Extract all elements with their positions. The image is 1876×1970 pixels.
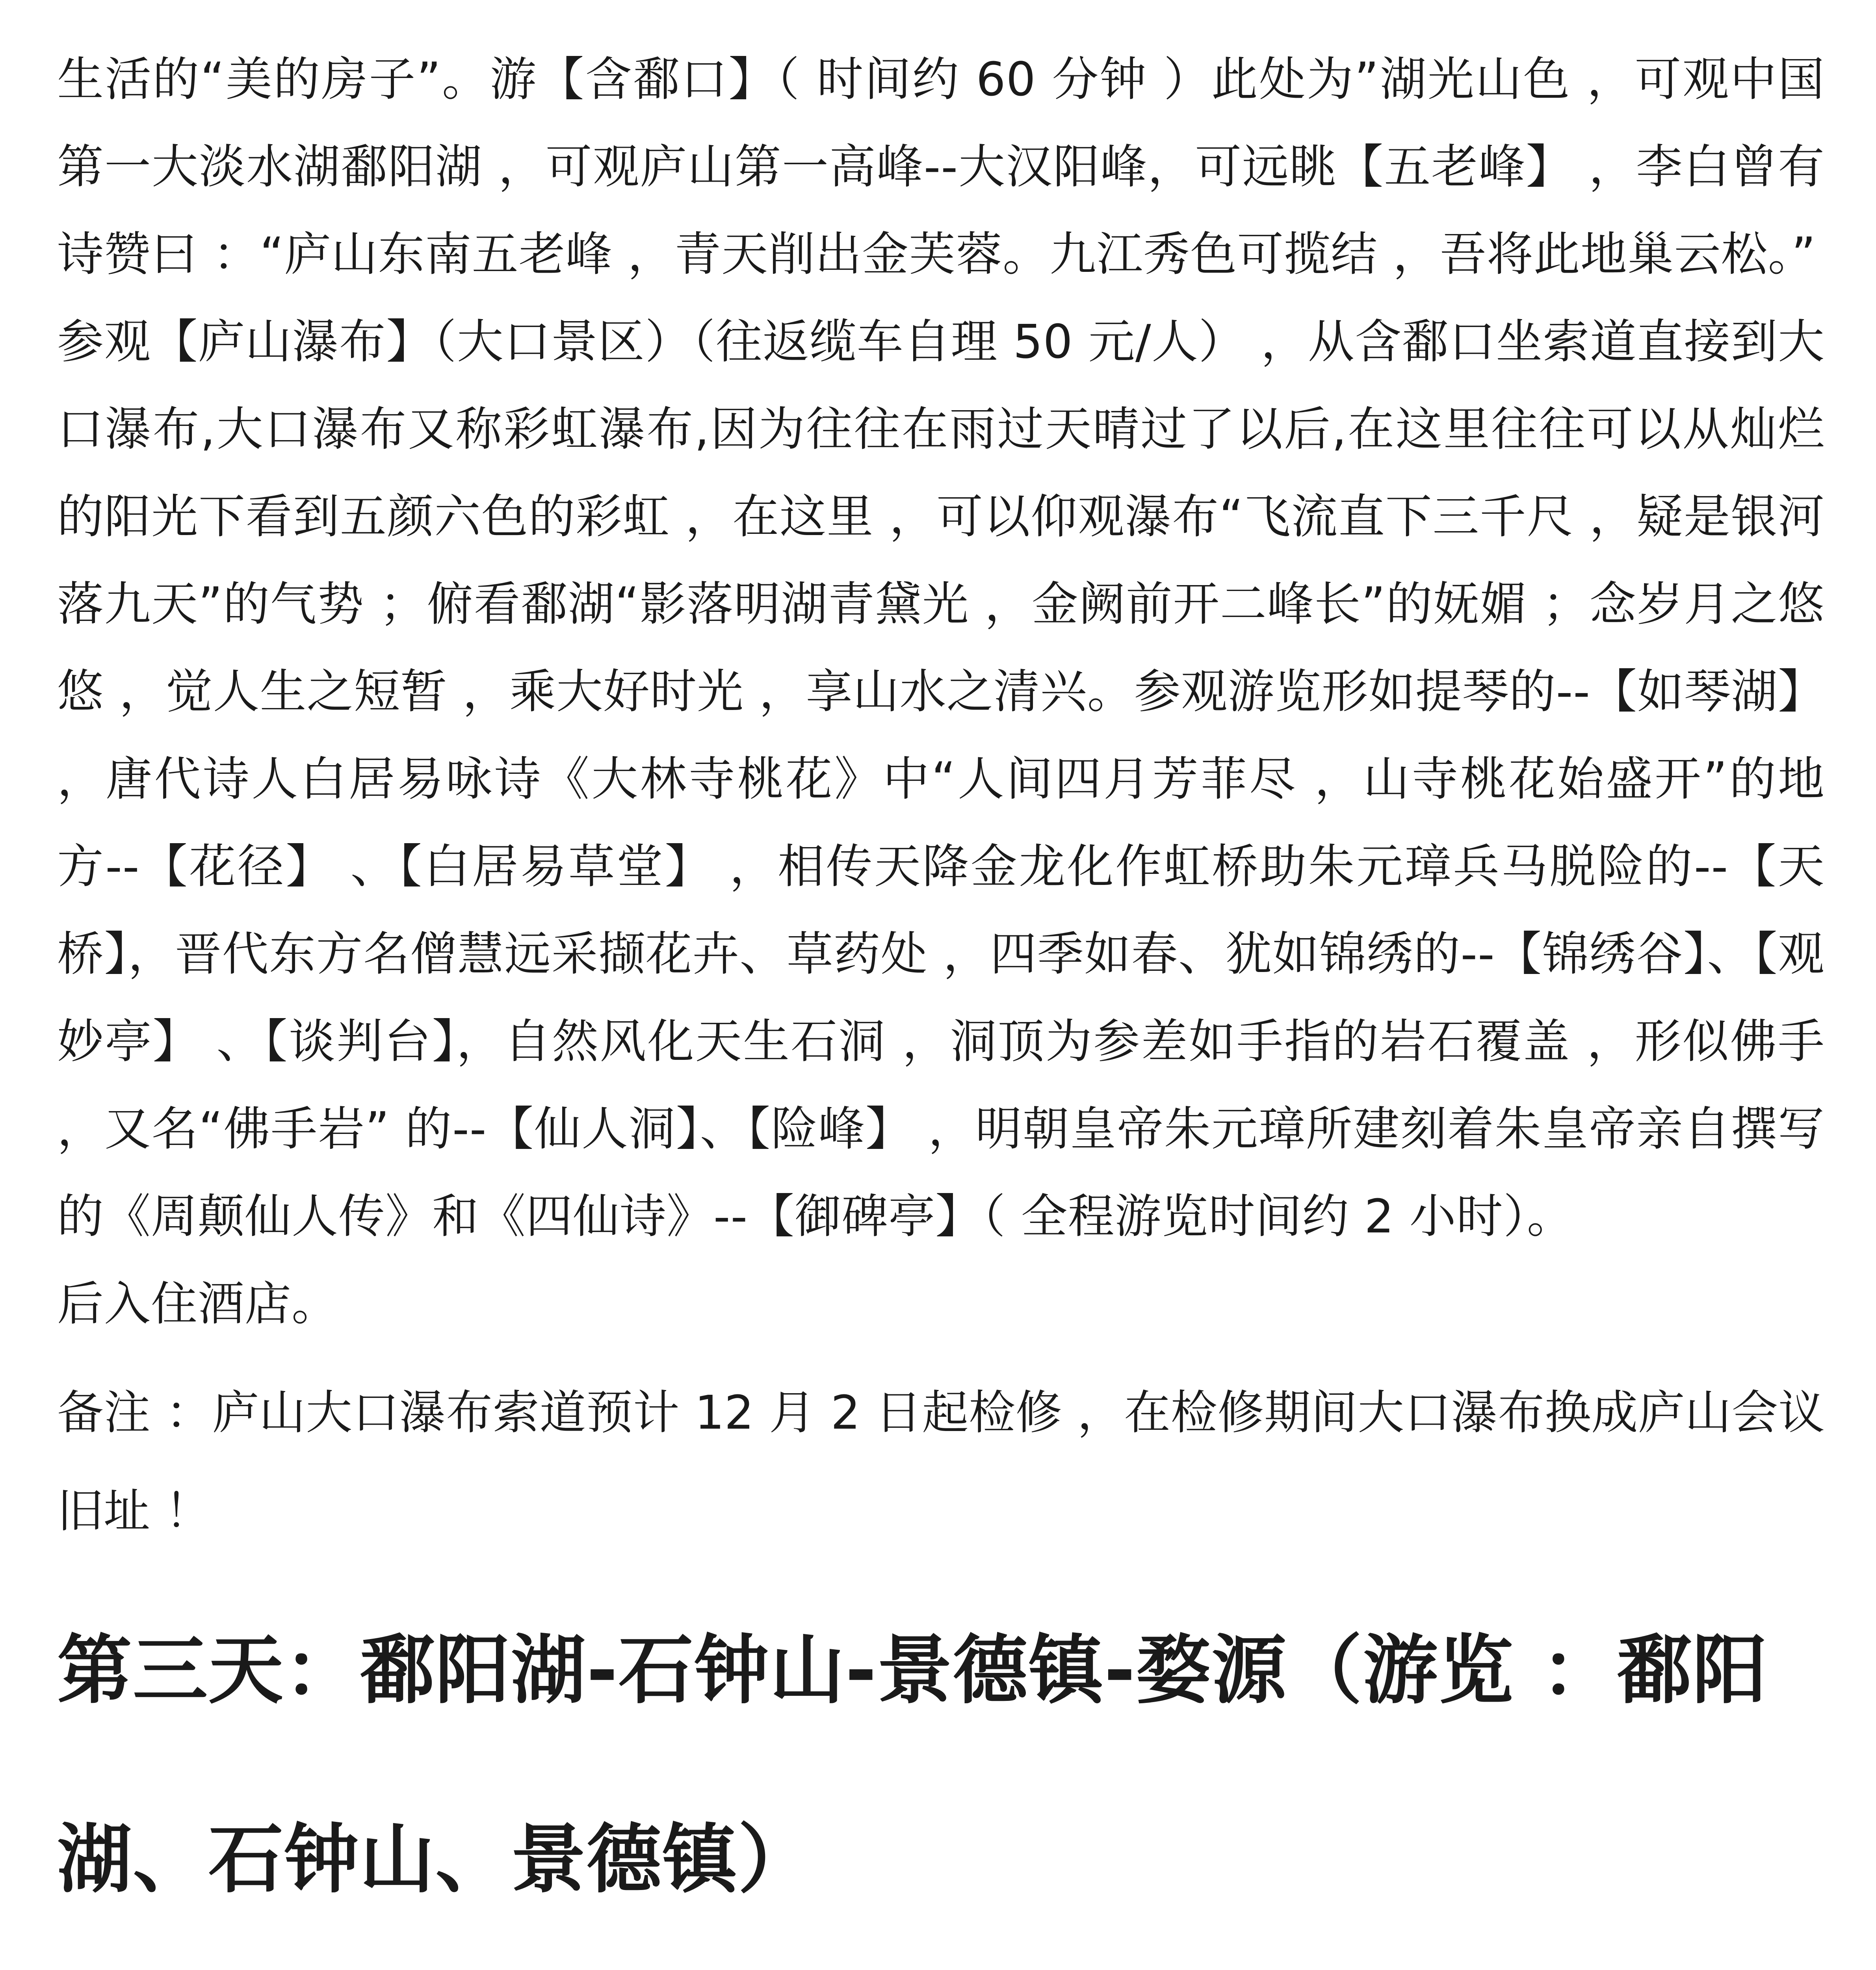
day3-heading: 第三天：鄱阳湖-石钟山-景德镇-婺源（游览 ：鄱阳湖、石钟山、景德镇）: [57, 1627, 1768, 1903]
paragraph-hotel: 后入住酒店。: [57, 1277, 339, 1331]
paragraph-hanpokou: 生活的“美的房子”。游【含鄱口】（ 时间约 60 分钟 ）此处为”湖光山色 ，可观中国第一大淡水湖鄱阳湖 ，可观庐山第一高峰--大汉阳峰，可远眺【五老峰】 ，李白曾有诗赞曰 ：“庐山东南五老峰 ，青天削出金芙蓉。九江秀色可揽结 ，吾将此地巢云松。”: [57, 52, 1825, 281]
paragraph-lushan-waterfall: 参观【庐山瀑布】（大口景区）（往返缆车自理 50 元/人） ，从含鄱口坐索道直接到大口瀑布,大口瀑布又称彩虹瀑布,因为往往在雨过天晴过了以后,在这里往往可以从灿烂的阳光下看到五颜六色的彩虹 ，在这里 ，可以仰观瀑布“飞流直下三千尺 ，疑是银河落九天”的气势 ；俯看鄱湖“影落明湖青黛光 ，金阙前开二峰长”的妩媚 ；念岁月之悠悠 ，觉人生之短暂 ，乘大好时光 ，享山水之清兴。参观游览形如提琴的--【如琴湖】 ，唐代诗人白居易咏诗《大林寺桃花》中“人间四月芳菲尽 ，山寺桃花始盛开”的地方--【花径】 、【白居易草堂】 ，相传天降金龙化作虹桥助朱元璋兵马脱险的--【天桥】，晋代东方名僧慧远采撷花卉、草药处 ，四季如春、犹如锦绣的--【锦绣谷】、【观妙亭】 、【谈判台】，自然风化天生石洞 ，洞顶为参差如手指的岩石覆盖 ，形似佛手 ，又名“佛手岩” 的--【仙人洞】、【险峰】 ，明朝皇帝朱元璋所建刻着朱皇帝亲自撰写的《周颠仙人传》和《四仙诗》--【御碑亭】（ 全程游览时间约 2 小时）。: [57, 314, 1825, 1243]
remark-note: 备注 ：庐山大口瀑布索道预计 12 月 2 日起检修 ，在检修期间大口瀑布换成庐山会议旧址 ！: [57, 1385, 1825, 1538]
